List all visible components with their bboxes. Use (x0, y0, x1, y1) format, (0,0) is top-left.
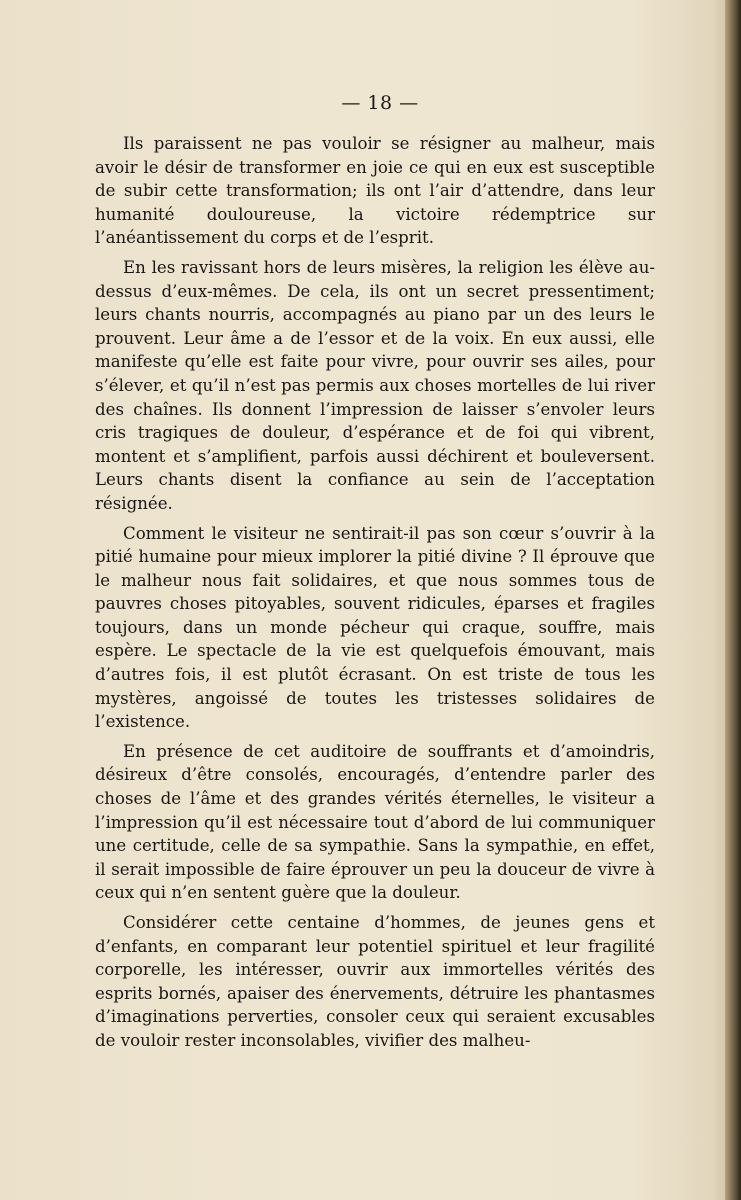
paragraph-1: Ils paraissent ne pas vouloir se résigner au malheur, mais avoir le désir de transformer en joie ce qui en eux est susceptible de subir cette transformation; ils ont l’air d’attendre, dans leur humanité douloureuse, la victoire rédemptrice sur l’anéantissement du corps et de l’esprit. (95, 134, 655, 248)
paragraph-4: En présence de cet auditoire de souffrants et d’amoindris, désireux d’être consolés, encouragés, d’entendre parler des choses de l’âme et des grandes vérités éternelles, le visiteur a l’impression qu’il est nécessaire tout d’abord de lui communiquer une certitude, celle de sa sympathie. Sans la sympathie, en effet, il serait impossible de faire éprouver un peu la douceur de vivre à ceux qui n’en sentent guère que la douleur. (95, 741, 655, 903)
page-binding-edge (725, 0, 741, 1200)
paragraph-2: En les ravissant hors de leurs misères, la religion les élève au-dessus d’eux-mêmes. De cela, ils ont un secret pressentiment; leurs chants nourris, accompagnés au piano par un des leurs le prouvent. Leur âme a de l’essor et de la voix. En eux aussi, elle manifeste qu’elle est faite pour vivre, pour ouvrir ses ailes, pour s’élever, et qu’il n’est pas permis aux choses mortelles de lui river des chaînes. Ils donnent l’impression de laisser s’envoler leurs cris tragiques de douleur, d’espérance et de foi qui vibrent, montent et s’amplifient, parfois aussi déchirent et bouleversent. Leurs chants disent la confiance au sein de l’acceptation résignée. (95, 257, 655, 513)
paragraph-3: Comment le visiteur ne sentirait-il pas son cœur s’ouvrir à la pitié humaine pour mieux implorer la pitié divine ? Il éprouve que le malheur nous fait solidaires, et que nous sommes tous de pauvres choses pitoyables, souvent ridicules, éparses et fragiles toujours, dans un monde pécheur qui craque, souffre, mais espère. Le spectacle de la vie est quelquefois émouvant, mais d’autres fois, il est plutôt écrasant. On est triste de tous les mystères, angoissé de toutes les tristesses solidaires de l’existence. (95, 523, 655, 732)
body-text (95, 132, 655, 1053)
page-number: — 18 — (341, 92, 419, 114)
paragraph-5: Considérer cette centaine d’hommes, de jeunes gens et d’enfants, en comparant leur potentiel spirituel et leur fragilité corporelle, les intéresser, ouvrir aux immortelles vérités des esprits bornés, apaiser des énervements, détruire les phantasmes d’imaginations perverties, consoler ceux qui seraient excusables de vouloir rester inconsolables, vivifier des malheu- (95, 913, 655, 1050)
